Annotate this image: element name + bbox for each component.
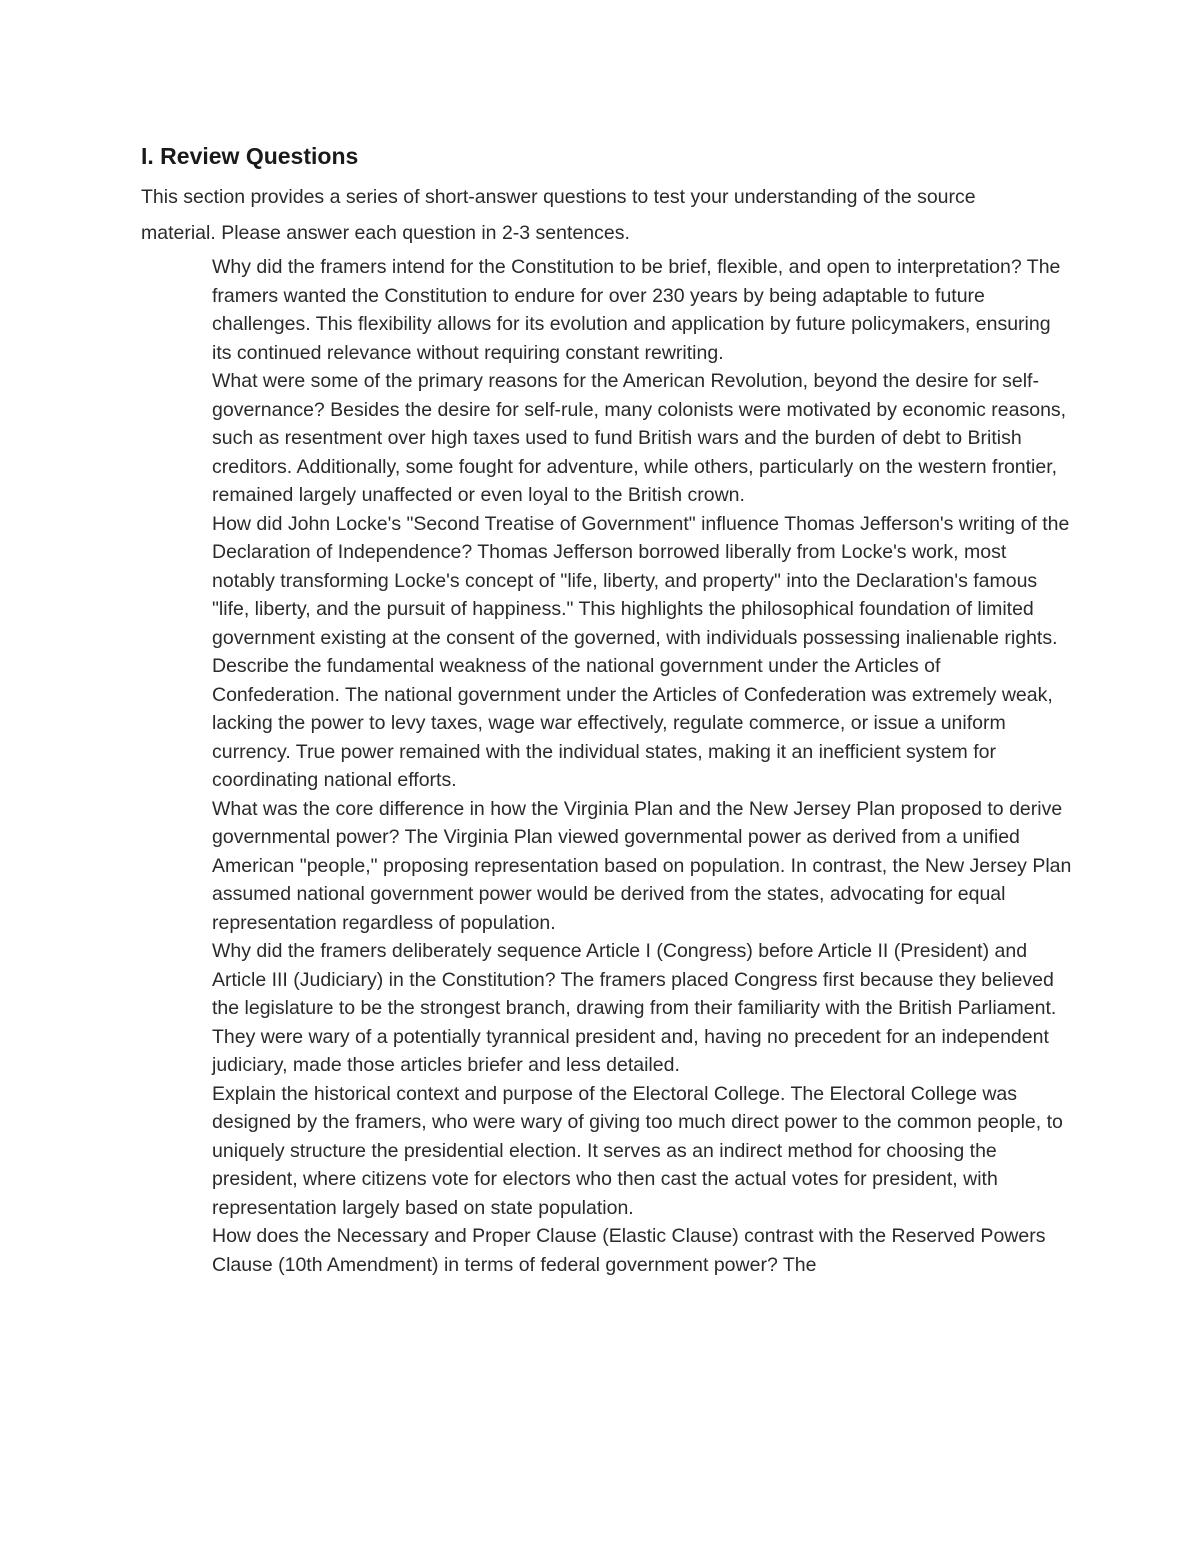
question-item: How does the Necessary and Proper Clause (Elastic Clause) contrast with the Reserved Powers Clause (10th Amendment) in terms of federal government power? The xyxy=(212,1225,1046,1276)
question-item: Why did the framers intend for the Constitution to be brief, flexible, and open to interpretation? The framers wanted the Constitution to endure for over 230 years by being adaptable to future challenges. This flexibility allows for its evolution and application by future policymakers, ensuring its continued relevance without requiring constant rewriting. xyxy=(212,256,1061,364)
section-intro: This section provides a series of short-answer questions to test your understanding of the source material. Please answer each question in 2-3 sentences. xyxy=(141,186,976,244)
question-item: What was the core difference in how the Virginia Plan and the New Jersey Plan proposed to derive governmental power? The Virginia Plan viewed governmental power as derived from a unified American "people," proposing representation based on population. In contrast, the New Jersey Plan assumed national government power would be derived from the states, advocating for equal representation regardless of population. xyxy=(212,797,1072,934)
question-list xyxy=(212,253,1072,1279)
question-item: Explain the historical context and purpose of the Electoral College. The Electoral College was designed by the framers, who were wary of giving too much direct power to the common people, to uniquely structure the presidential election. It serves as an indirect method for choosing the president, where citizens vote for electors who then cast the actual votes for president, with representation largely based on state population. xyxy=(212,1082,1063,1219)
question-item: What were some of the primary reasons for the American Revolution, beyond the desire for self-governance? Besides the desire for self-rule, many colonists were motivated by economic reasons, such as resentment over high taxes used to fund British wars and the burden of debt to British creditors. Additionally, some fought for adventure, while others, particularly on the western frontier, remained largely unaffected or even loyal to the British crown. xyxy=(212,370,1067,506)
question-item: Describe the fundamental weakness of the national government under the Articles of Confederation. The national government under the Articles of Confederation was extremely weak, lacking the power to levy taxes, wage war effectively, regulate commerce, or issue a uniform currency. True power remained with the individual states, making it an inefficient system for coordinating national efforts. xyxy=(212,655,1053,791)
section-title: I. Review Questions xyxy=(141,143,359,169)
question-item: How did John Locke's "Second Treatise of Government" influence Thomas Jefferson's writing of the Declaration of Independence? Thomas Jefferson borrowed liberally from Locke's work, most notably transforming Locke's concept of "life, liberty, and property" into the Declaration's famous "life, liberty, and the pursuit of happiness." This highlights the philosophical foundation of limited government existing at the consent of the governed, with individuals possessing inalienable rights. xyxy=(212,512,1070,649)
question-item: Why did the framers deliberately sequence Article I (Congress) before Article II (President) and Article III (Judiciary) in the Constitution? The framers placed Congress first because they believed the legislature to be the strongest branch, drawing from their familiarity with the British Parliament. They were wary of a potentially tyrannical president and, having no precedent for an independent judiciary, made those articles briefer and less detailed. xyxy=(212,940,1057,1076)
